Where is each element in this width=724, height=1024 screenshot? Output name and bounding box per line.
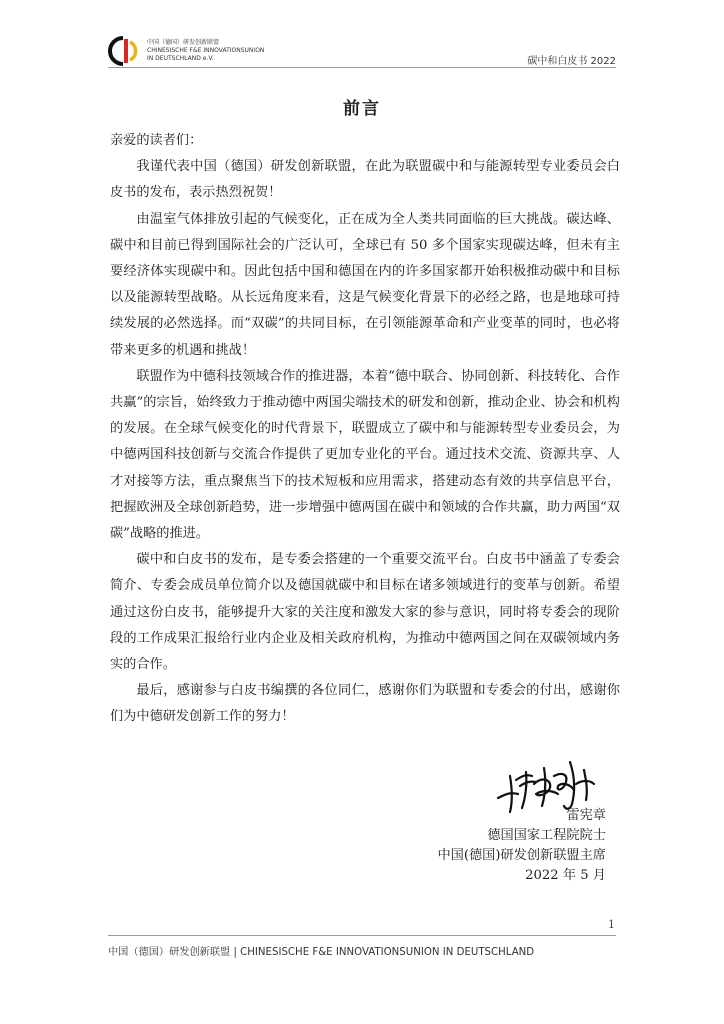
logo-line-de-2: IN DEUTSCHLAND e.V. — [147, 55, 214, 62]
paragraph: 碳中和白皮书的发布，是专委会搭建的一个重要交流平台。白皮书中涵盖了专委会简介、专委会成员单位简介以及德国就碳中和目标在诸多领域进行的变革与创新。希望通过这份白皮书，能够提升大家的关注度和激发大家的参与意识，同时将专委会的现阶段的工作成果汇报给行业内企业及相关政府机构，为推动中德两国之间在双碳领域内务实的合作。 — [110, 552, 620, 673]
signature-block — [437, 806, 606, 886]
preface-body — [110, 128, 620, 731]
footer-divider — [108, 935, 616, 936]
page-number: 1 — [608, 918, 615, 931]
page-title: 前言 — [343, 99, 381, 119]
logo-line-cn: 中国（德国）研发创新联盟 — [147, 39, 220, 46]
union-logo-icon — [108, 36, 142, 66]
paragraph: 联盟作为中德科技领域合作的推进器，本着“德中联合、协同创新、科技转化、合作共赢”的宗旨，始终致力于推动德中两国尖端技术的研发和创新，推动企业、协会和机构的发展。在全球气候变化的时代背景下，联盟成立了碳中和与能源转型专业委员会，为中德两国科技创新与交流合作提供了更加专业化的平台。通过技术交流、资源共享、人才对接等方法，重点聚焦当下的技术短板和应用需求，搭建动态有效的共享信息平台，把握欧洲及全球创新趋势，进一步增强中德两国在碳中和领域的合作共赢，助力两国“双碳”战略的推进。 — [110, 368, 620, 542]
header-divider — [108, 67, 616, 68]
page-header — [0, 0, 724, 70]
signatory-position: 中国(德国)研发创新联盟主席 — [437, 848, 606, 863]
footer-text: 中国（德国）研发创新联盟 | CHINESISCHE F&E INNOVATIONSUNION IN DEUTSCHLAND — [108, 947, 535, 958]
greeting: 亲爱的读者们： — [110, 133, 203, 148]
signatory-title: 德国国家工程院院士 — [487, 828, 606, 843]
logo-text — [147, 39, 317, 63]
header-title: 碳中和白皮书 2022 — [527, 56, 616, 67]
paragraph: 由温室气体排放引起的气候变化，正在成为全人类共同面临的巨大挑战。碳达峰、碳中和目前已得到国际社会的广泛认可，全球已有 50 多个国家实现碳达峰，但未有主要经济体实现碳中和。因此包括中国和德国在内的许多国家都开始积极推动碳中和目标以及能源转型战略。从长远角度来看，这是气候变化背景下的必经之路，也是地球可持续发展的必然选择。而“双碳”的共同目标，在引领能源革命和产业变革的同时，也必将带来更多的机遇和挑战！ — [110, 211, 620, 358]
paragraph: 我谨代表中国（德国）研发创新联盟，在此为联盟碳中和与能源转型专业委员会白皮书的发布，表示热烈祝贺！ — [110, 159, 620, 201]
logo-line-de-1: CHINESISCHE F&E INNOVATIONSUNION — [147, 47, 265, 54]
paragraph: 最后，感谢参与白皮书编撰的各位同仁，感谢你们为联盟和专委会的付出，感谢你们为中德研发创新工作的努力！ — [110, 683, 620, 725]
handwritten-signature — [496, 754, 604, 814]
signatory-name: 雷宪章 — [566, 808, 606, 823]
signature-date: 2022 年 5 月 — [525, 868, 606, 883]
